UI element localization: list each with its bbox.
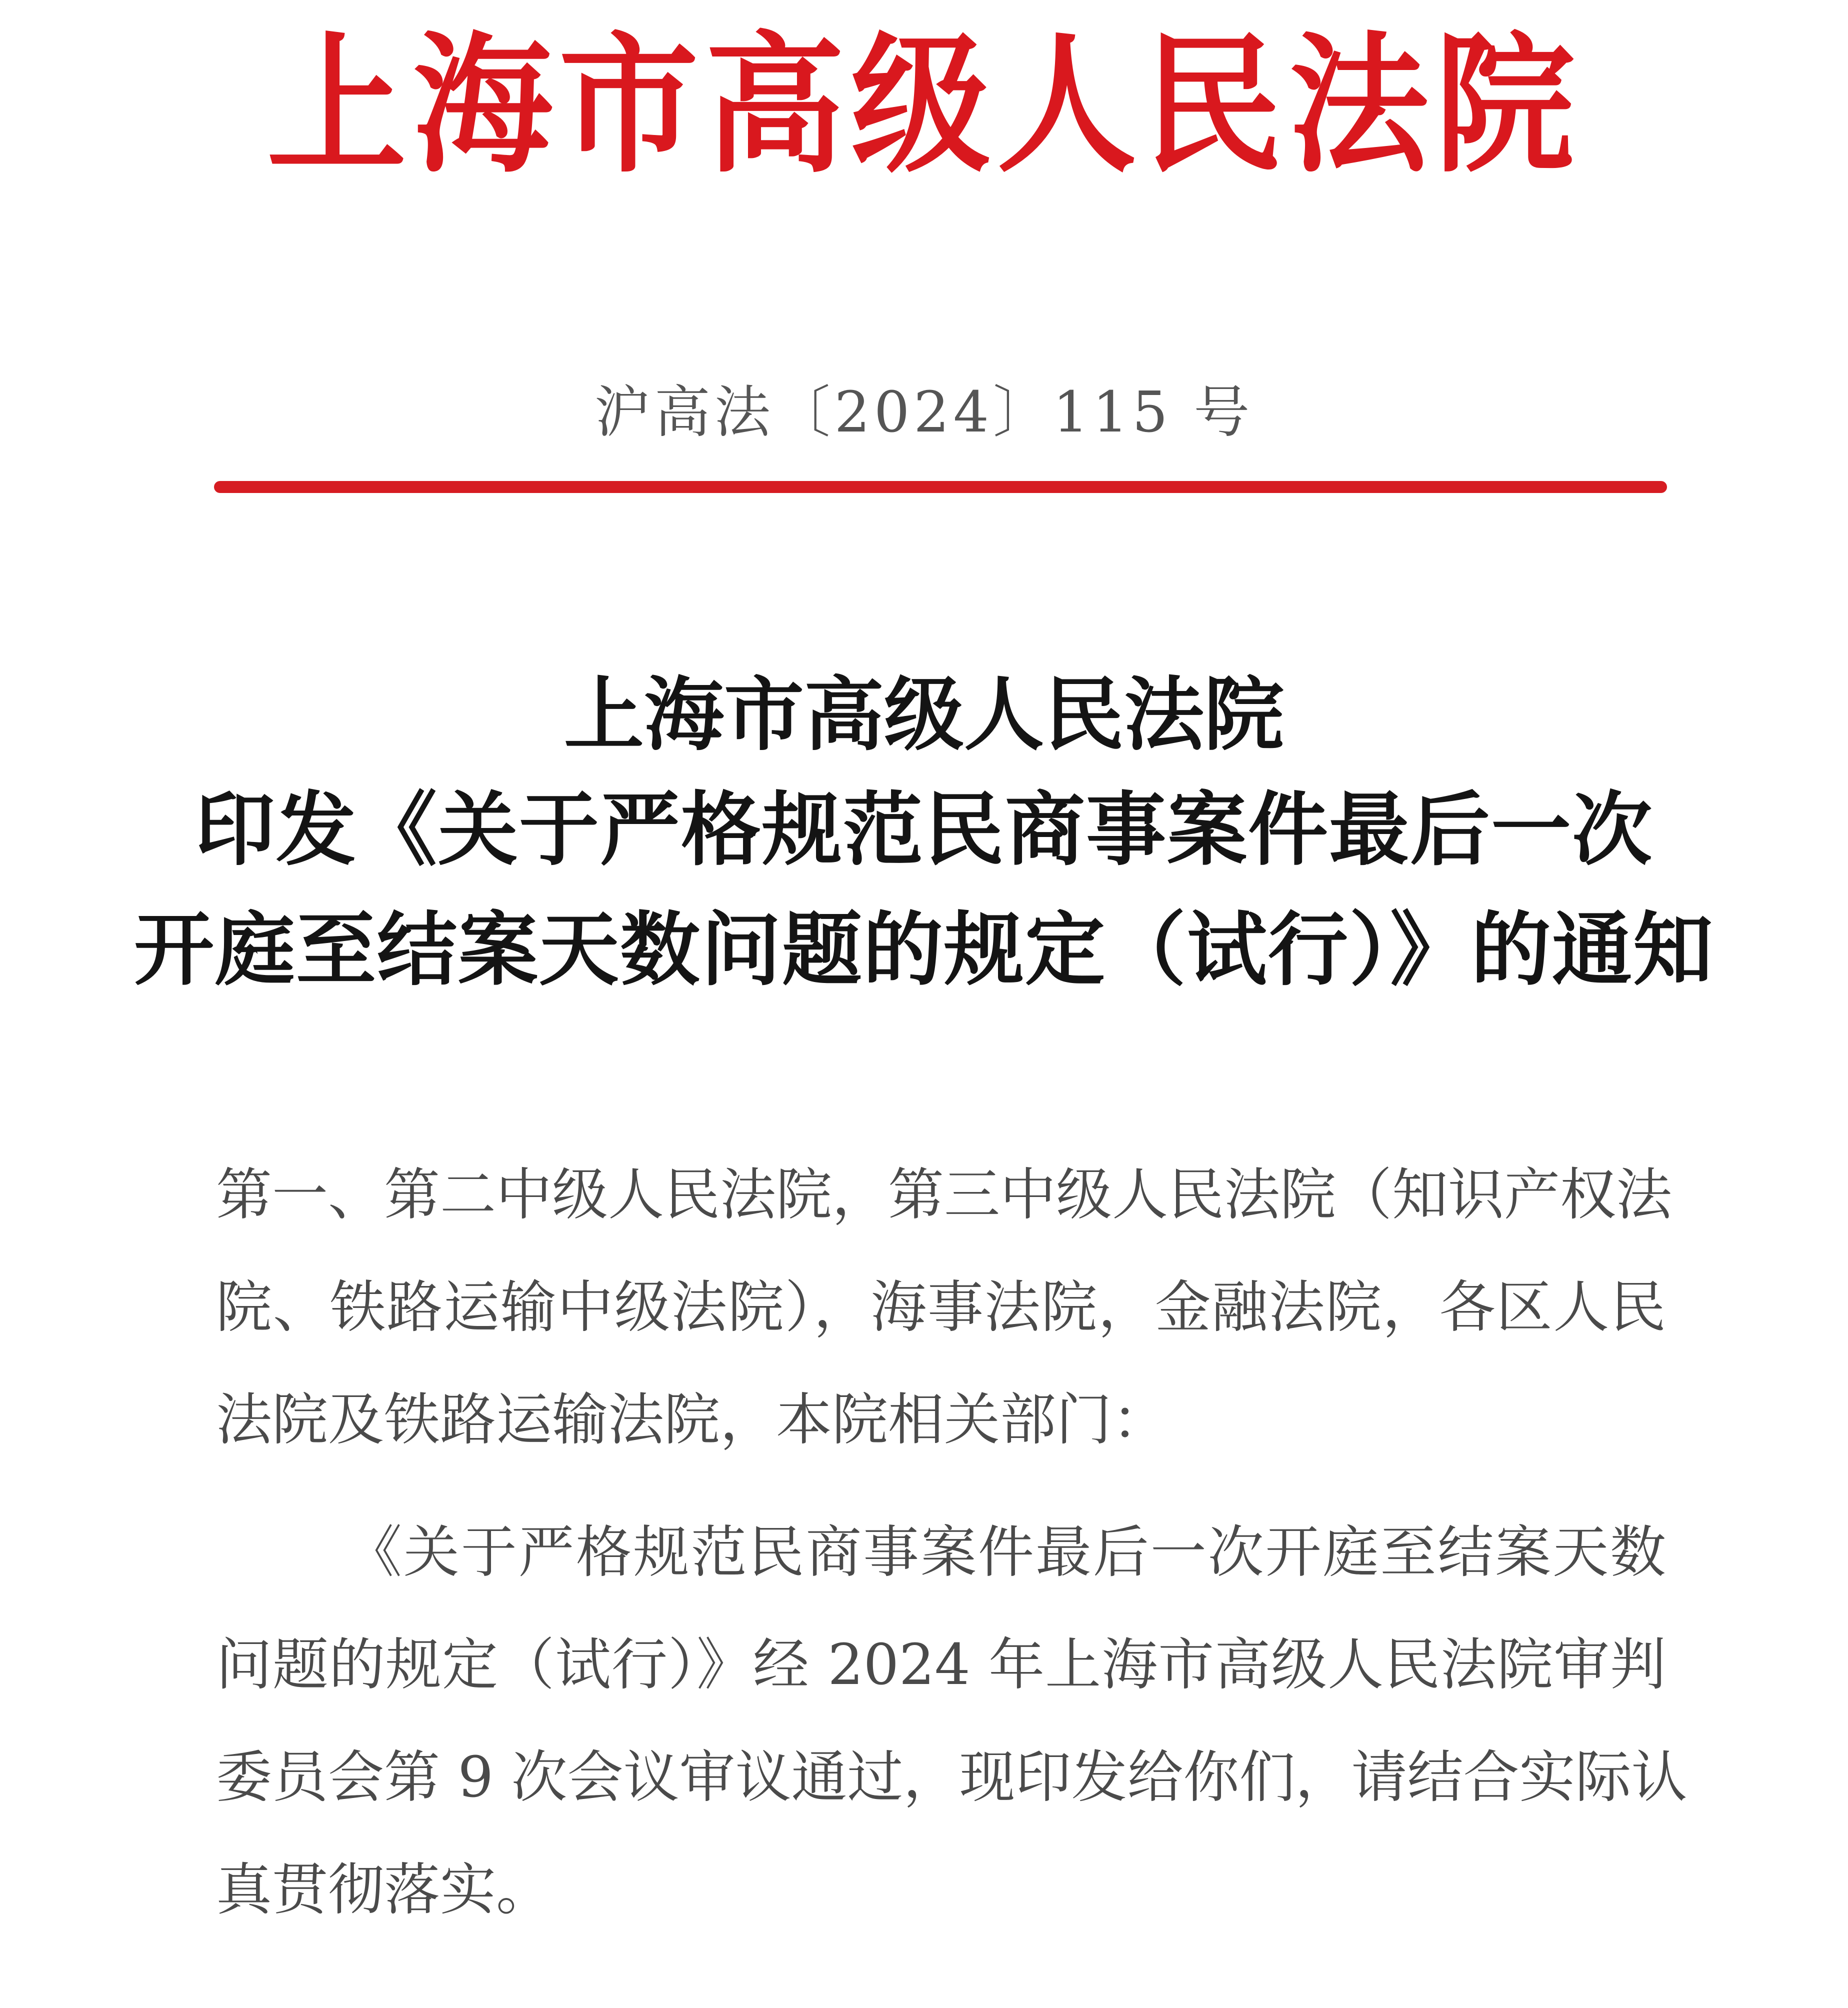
court-masthead: 上海市高级人民法院 xyxy=(266,16,1582,193)
paragraph-line-1: 《关于严格规范民商事案件最后一次开庭至结案天数 xyxy=(346,1520,1666,1585)
notice-title-line-2: 印发《关于严格规范民商事案件最后一次 xyxy=(194,783,1653,876)
document-number: 沪高法〔2024〕115 号 xyxy=(594,380,1254,445)
addressee-line-1: 第一、第二中级人民法院，第三中级人民法院（知识产权法 xyxy=(216,1162,1672,1228)
notice-title-line-1: 上海市高级人民法院 xyxy=(564,668,1284,762)
paragraph-line-3: 委员会第 9 次会议审议通过，现印发给你们，请结合实际认 xyxy=(216,1745,1688,1810)
red-divider-line xyxy=(214,481,1667,493)
addressee-line-2: 院、铁路运输中级法院），海事法院，金融法院，各区人民 xyxy=(216,1275,1666,1340)
paragraph-line-2: 问题的规定（试行）》经 2024 年上海市高级人民法院审判 xyxy=(216,1632,1666,1698)
notice-title-line-3: 开庭至结案天数问题的规定（试行）》的通知 xyxy=(134,903,1714,996)
paragraph-line-4: 真贯彻落实。 xyxy=(216,1858,552,1922)
addressee-line-3: 法院及铁路运输法院，本院相关部门： xyxy=(216,1388,1168,1452)
